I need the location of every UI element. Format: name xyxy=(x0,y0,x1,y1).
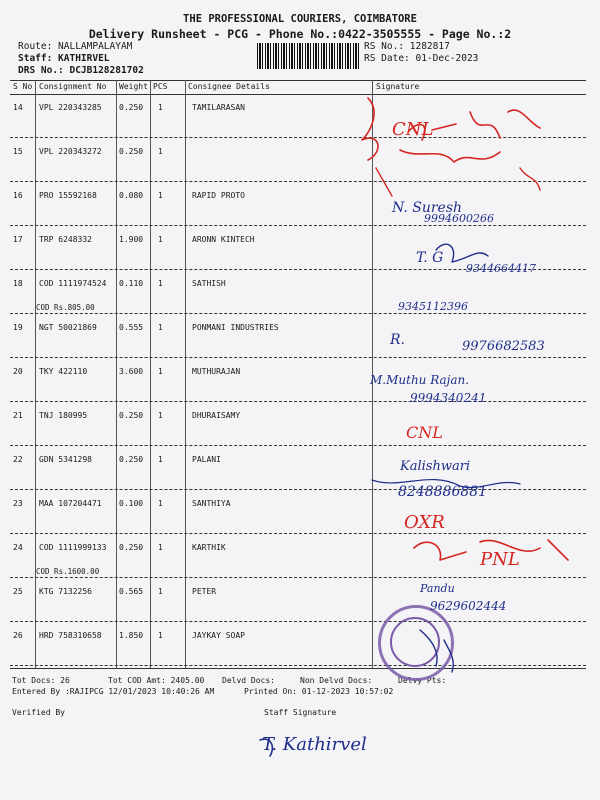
delivered-docs: Delvd Docs: xyxy=(222,676,275,685)
row-consignee: ARONN KINTECH xyxy=(192,235,255,244)
row-consignment: NGT 50021869 xyxy=(39,323,97,332)
col-pcs: PCS xyxy=(153,82,168,91)
row-weight: 0.110 xyxy=(119,279,144,288)
row-consignment: GDN 5341298 xyxy=(39,455,92,464)
col-divider xyxy=(150,80,151,668)
staff-handwritten-signature: T. Kathirvel xyxy=(262,734,367,755)
handwritten-text: 9994340241 xyxy=(410,391,487,405)
col-divider xyxy=(372,80,373,668)
row-pcs: 1 xyxy=(158,147,163,156)
row-consignee: SATHISH xyxy=(192,279,226,288)
signature-scribble xyxy=(260,739,272,756)
handwritten-text: 9994600266 xyxy=(424,212,494,225)
handwritten-text: Pandu xyxy=(420,582,455,595)
entered-by: Entered By :RAJIPCG 12/01/2023 10:40:26 AM xyxy=(12,687,215,696)
row-consignee: PALANI xyxy=(192,455,221,464)
row-separator xyxy=(10,357,586,358)
handwritten-text: 9344664417 xyxy=(466,262,536,275)
row-sno: 21 xyxy=(13,411,23,420)
handwritten-text: Kalishwari xyxy=(400,459,471,474)
row-weight: 0.555 xyxy=(119,323,144,332)
delivery-points: Delvy Pts: xyxy=(398,676,447,685)
row-separator xyxy=(10,533,586,534)
col-signature: Signature xyxy=(376,82,420,91)
row-consignee: MUTHURAJAN xyxy=(192,367,241,376)
row-sno: 25 xyxy=(13,587,23,596)
delivery-stamp-inner xyxy=(390,617,440,667)
row-separator xyxy=(10,313,586,314)
signature-scribble xyxy=(414,540,568,560)
handwritten-text: 9345112396 xyxy=(398,300,468,313)
signature-scribble xyxy=(436,244,488,262)
signature-scribble xyxy=(408,110,540,140)
row-separator xyxy=(10,577,586,578)
row-separator xyxy=(10,401,586,402)
row-consignee: SANTHIYA xyxy=(192,499,231,508)
row-consignment: MAA 107204471 xyxy=(39,499,102,508)
row-weight: 0.250 xyxy=(119,543,144,552)
printed-on: Printed On: 01-12-2023 10:57:02 xyxy=(244,687,394,696)
non-delivered-docs: Non Delvd Docs: xyxy=(300,676,373,685)
row-consignee: JAYKAY SOAP xyxy=(192,631,245,640)
signature-scribble xyxy=(376,168,540,196)
row-pcs: 1 xyxy=(158,587,163,596)
row-sno: 17 xyxy=(13,235,23,244)
handwritten-text: R. xyxy=(390,332,405,348)
row-consignee: TAMILARASAN xyxy=(192,103,245,112)
row-consignment: KTG 7132256 xyxy=(39,587,92,596)
handwritten-text: 8248886881 xyxy=(398,484,488,500)
row-consignment: COD 1111999133 xyxy=(39,543,107,552)
company-title: THE PROFESSIONAL COURIERS, COIMBATORE xyxy=(183,13,417,25)
col-consignee: Consignee Details xyxy=(188,82,270,91)
handwritten-text: 9629602444 xyxy=(430,599,507,613)
row-consignment: COD 1111974524 xyxy=(39,279,107,288)
col-sno: S No xyxy=(13,82,33,91)
row-pcs: 1 xyxy=(158,235,163,244)
staff-signature-label: Staff Signature xyxy=(264,708,337,717)
handwritten-text: OXR xyxy=(404,512,445,533)
row-separator xyxy=(10,445,586,446)
row-weight: 1.850 xyxy=(119,631,144,640)
row-pcs: 1 xyxy=(158,323,163,332)
col-consignment: Consignment No xyxy=(39,82,107,91)
drs-number: DRS No.: DCJB128281702 xyxy=(18,65,144,76)
row-pcs: 1 xyxy=(158,499,163,508)
row-sno: 22 xyxy=(13,455,23,464)
row-separator xyxy=(10,181,586,182)
signature-scribble xyxy=(400,150,500,162)
row-consignment: TKY 422110 xyxy=(39,367,88,376)
row-pcs: 1 xyxy=(158,543,163,552)
staff-label: Staff: KATHIRVEL xyxy=(18,53,110,64)
row-weight: 0.565 xyxy=(119,587,144,596)
handwritten-text: M.Muthu Rajan. xyxy=(370,373,470,387)
row-sno: 19 xyxy=(13,323,23,332)
row-pcs: 1 xyxy=(158,103,163,112)
row-sno: 15 xyxy=(13,147,23,156)
runsheet-subtitle: Delivery Runsheet - PCG - Phone No.:0422-3505555 - Page No.:2 xyxy=(88,27,512,41)
row-pcs: 1 xyxy=(158,455,163,464)
table-bottom-rule xyxy=(10,668,586,669)
table-header-rule xyxy=(10,94,586,95)
row-consignee: DHURAISAMY xyxy=(192,411,241,420)
route-label: Route: NALLAMPALAYAM xyxy=(18,41,133,52)
row-sno: 23 xyxy=(13,499,23,508)
row-separator xyxy=(10,489,586,490)
row-consignee: RAPID PROTO xyxy=(192,191,245,200)
signature-scribble xyxy=(372,480,520,488)
row-sno: 16 xyxy=(13,191,23,200)
handwritten-text: CNL xyxy=(392,119,434,140)
row-consignment: TNJ 180995 xyxy=(39,411,88,420)
row-consignment: VPL 220343285 xyxy=(39,103,102,112)
row-sno: 14 xyxy=(13,103,23,112)
row-sno: 20 xyxy=(13,367,23,376)
handwritten-text: CNL xyxy=(406,423,443,442)
table-top-rule xyxy=(10,80,586,81)
cod-amount: COD Rs.805.00 xyxy=(36,303,95,312)
barcode xyxy=(257,43,361,69)
row-sno: 18 xyxy=(13,279,23,288)
row-consignee: KARTHIK xyxy=(192,543,226,552)
row-pcs: 1 xyxy=(158,631,163,640)
row-pcs: 1 xyxy=(158,411,163,420)
rs-date: RS Date: 01-Dec-2023 xyxy=(364,53,479,64)
total-cod: Tot COD Amt: 2405.00 xyxy=(108,676,205,685)
handwritten-text: 9976682583 xyxy=(462,339,545,354)
row-weight: 0.250 xyxy=(119,103,144,112)
row-weight: 0.250 xyxy=(119,455,144,464)
row-weight: 3.600 xyxy=(119,367,144,376)
row-pcs: 1 xyxy=(158,279,163,288)
row-separator xyxy=(10,621,586,622)
handwritten-text: T. G xyxy=(416,250,444,266)
verified-by: Verified By xyxy=(12,708,65,717)
cod-amount: COD Rs.1600.00 xyxy=(36,567,100,576)
row-weight: 0.080 xyxy=(119,191,144,200)
row-weight: 0.100 xyxy=(119,499,144,508)
row-consignment: HRD 758310658 xyxy=(39,631,102,640)
row-separator xyxy=(10,137,586,138)
row-consignment: PRO 15592168 xyxy=(39,191,97,200)
col-divider xyxy=(116,80,117,668)
row-consignee: PETER xyxy=(192,587,217,596)
row-sno: 24 xyxy=(13,543,23,552)
row-separator xyxy=(10,665,586,666)
col-divider xyxy=(35,80,36,668)
total-docs: Tot Docs: 26 xyxy=(12,676,70,685)
row-pcs: 1 xyxy=(158,191,163,200)
row-weight: 0.250 xyxy=(119,411,144,420)
row-weight: 1.900 xyxy=(119,235,144,244)
handwritten-text: PNL xyxy=(480,549,520,570)
row-pcs: 1 xyxy=(158,367,163,376)
row-consignee: PONMANI INDUSTRIES xyxy=(192,323,279,332)
signature-scribble xyxy=(362,98,378,160)
row-separator xyxy=(10,269,586,270)
handwritten-text: N. Suresh xyxy=(392,200,463,216)
row-consignment: VPL 220343272 xyxy=(39,147,102,156)
row-consignment: TRP 6248332 xyxy=(39,235,92,244)
row-sno: 26 xyxy=(13,631,23,640)
rs-number: RS No.: 1282817 xyxy=(364,41,450,52)
row-weight: 0.250 xyxy=(119,147,144,156)
row-separator xyxy=(10,225,586,226)
col-divider xyxy=(185,80,186,668)
col-weight: Weight xyxy=(119,82,148,91)
